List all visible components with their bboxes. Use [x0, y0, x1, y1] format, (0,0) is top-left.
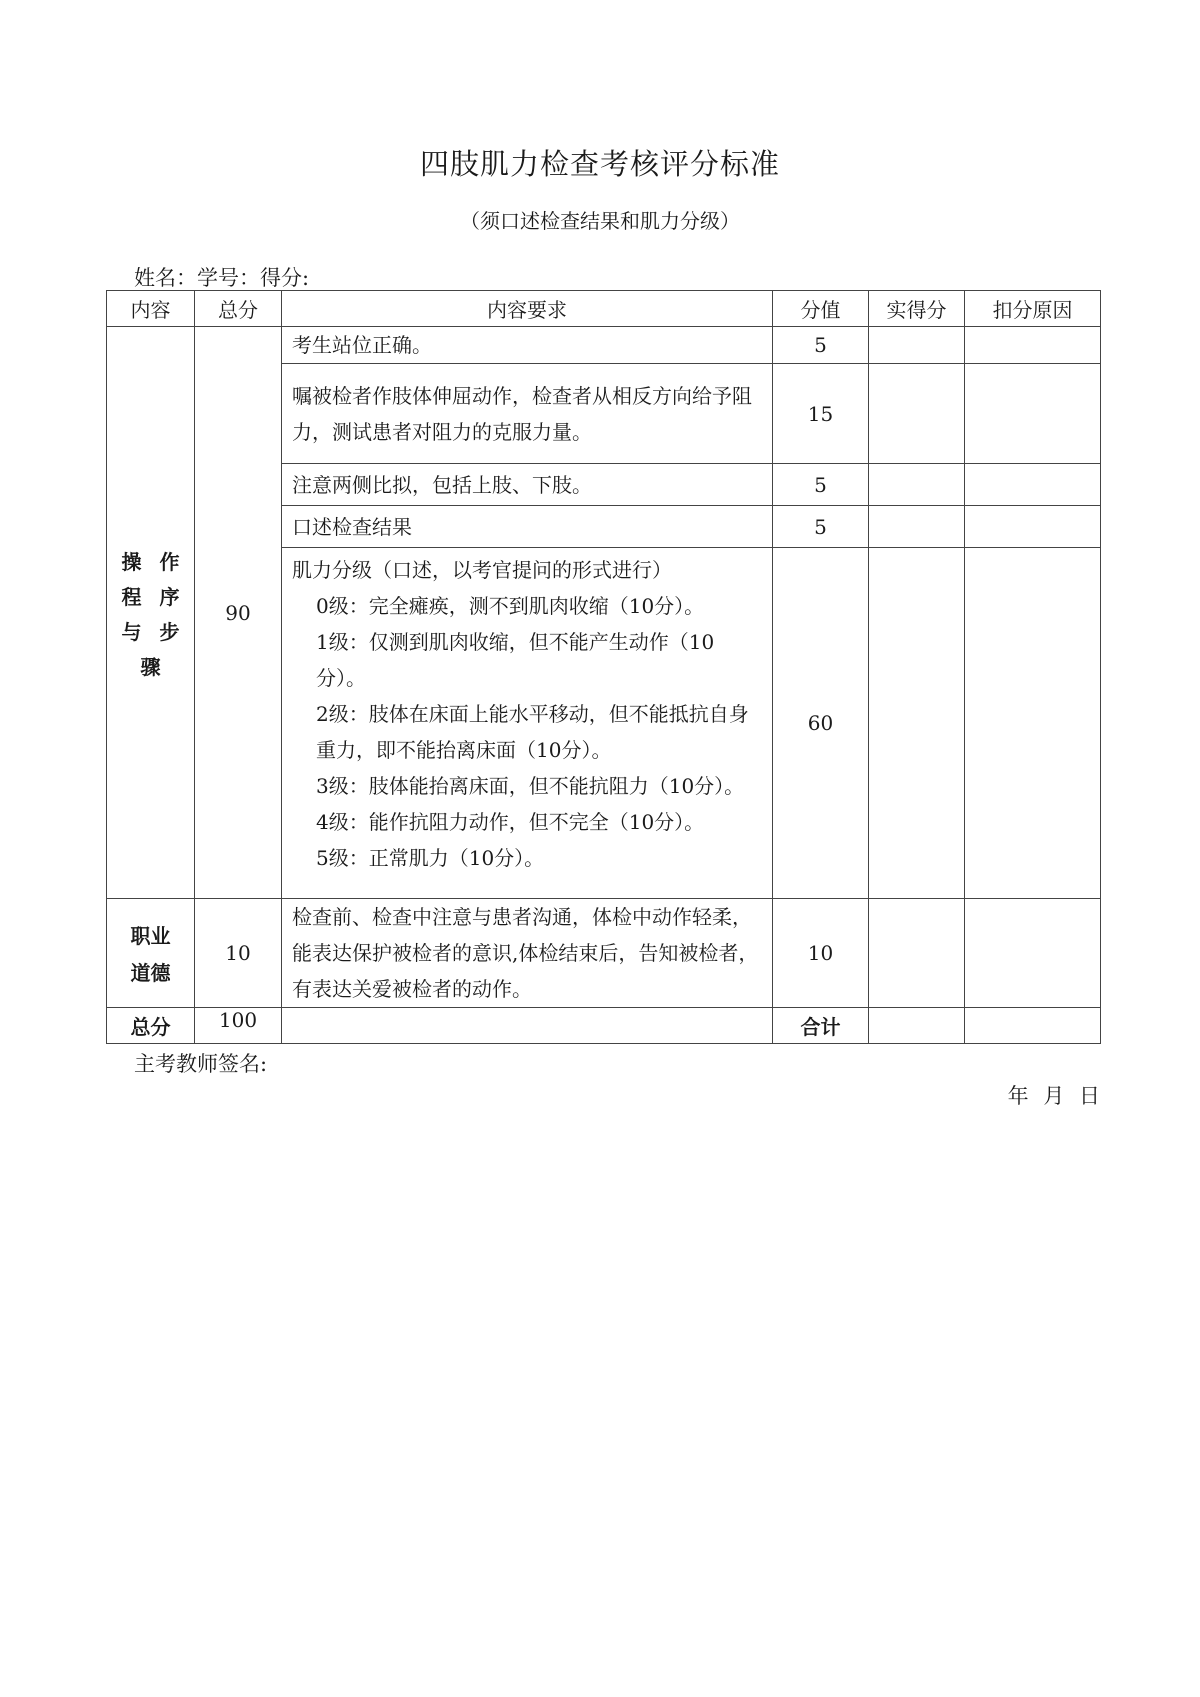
requirement-text: 口述检查结果 — [282, 506, 773, 548]
deduction-reason-cell[interactable] — [965, 327, 1101, 364]
actual-score-cell[interactable] — [869, 327, 965, 364]
requirement-points: 5 — [773, 464, 869, 506]
section1-total: 90 — [195, 327, 282, 899]
requirement-points: 5 — [773, 506, 869, 548]
sum-label: 合计 — [773, 1008, 869, 1044]
grading-cell — [282, 548, 773, 899]
requirement-text: 注意两侧比拟，包括上肢、下肢。 — [282, 464, 773, 506]
category-ethics-line2: 道德 — [130, 961, 171, 985]
deduction-reason-cell[interactable] — [965, 364, 1101, 464]
requirement-text: 嘱被检者作肢体伸屈动作，检查者从相反方向给予阻力，测试患者对阻力的克服力量。 — [282, 364, 773, 464]
grade-level-3: 3级：肢体能抬离床面，但不能抗阻力（10分）。 — [316, 774, 745, 798]
table-row — [107, 899, 1101, 1008]
grade-level-4: 4级：能作抗阻力动作，但不完全（10分）。 — [316, 810, 705, 834]
category-ethics — [107, 899, 195, 1008]
grading-intro: 肌力分级（口述，以考官提问的形式进行） — [292, 558, 672, 582]
actual-score-cell[interactable] — [869, 548, 965, 899]
sum-actual-cell[interactable] — [869, 1008, 965, 1044]
document-title: 四肢肌力检查考核评分标准 — [419, 147, 780, 181]
header-deduction-reason: 扣分原因 — [965, 291, 1101, 327]
document-subtitle: （须口述检查结果和肌力分级） — [460, 209, 740, 233]
examiner-signature-label: 主考教师签名: — [134, 1052, 268, 1076]
actual-score-cell[interactable] — [869, 464, 965, 506]
requirement-text: 考生站位正确。 — [282, 327, 773, 364]
grade-level-0: 0级：完全瘫痪，测不到肌肉收缩（10分）。 — [316, 594, 705, 618]
header-points: 分值 — [773, 291, 869, 327]
header-content: 内容 — [107, 291, 195, 327]
grade-level-5: 5级：正常肌力（10分）。 — [316, 846, 545, 870]
header-requirements: 内容要求 — [282, 291, 773, 327]
requirement-points: 10 — [773, 899, 869, 1008]
total-value: 100 — [195, 1008, 282, 1044]
category-char: 骤 — [140, 654, 161, 679]
grade-level-1: 1级：仅测到肌肉收缩，但不能产生动作（10分）。 — [316, 630, 715, 690]
grade-level-2: 2级：肢体在床面上能水平移动，但不能抵抗自身重力，即不能抬离床面（10分）。 — [316, 702, 749, 762]
scoring-table — [106, 290, 1101, 1044]
total-empty-cell — [282, 1008, 773, 1044]
deduction-reason-cell[interactable] — [965, 506, 1101, 548]
category-procedure — [107, 327, 195, 899]
table-row — [107, 327, 1101, 364]
category-char: 与 — [121, 619, 142, 644]
total-row — [107, 1008, 1101, 1044]
header-actual-score: 实得分 — [869, 291, 965, 327]
section2-total: 10 — [195, 899, 282, 1008]
requirement-points: 5 — [773, 327, 869, 364]
category-ethics-line1: 职业 — [130, 924, 171, 948]
deduction-reason-cell[interactable] — [965, 899, 1101, 1008]
sum-deduction-cell[interactable] — [965, 1008, 1101, 1044]
date-line: 年 月 日 — [1007, 1084, 1100, 1108]
student-info-line: 姓名：学号：得分: — [134, 266, 310, 290]
requirement-text: 检查前、检查中注意与患者沟通，体检中动作轻柔，能表达保护被检者的意识,体检结束后，告知被检者，有表达关爱被检者的动作。 — [282, 899, 773, 1008]
actual-score-cell[interactable] — [869, 364, 965, 464]
deduction-reason-cell[interactable] — [965, 548, 1101, 899]
grading-points: 60 — [773, 548, 869, 899]
requirement-points: 15 — [773, 364, 869, 464]
category-char: 作 — [159, 549, 180, 574]
category-char: 操 — [121, 549, 142, 574]
category-char: 程 — [121, 584, 142, 609]
actual-score-cell[interactable] — [869, 899, 965, 1008]
deduction-reason-cell[interactable] — [965, 464, 1101, 506]
table-header-row — [107, 291, 1101, 327]
category-char: 步 — [159, 619, 180, 644]
actual-score-cell[interactable] — [869, 506, 965, 548]
category-char: 序 — [159, 584, 180, 609]
header-total: 总分 — [195, 291, 282, 327]
total-label: 总分 — [107, 1008, 195, 1044]
